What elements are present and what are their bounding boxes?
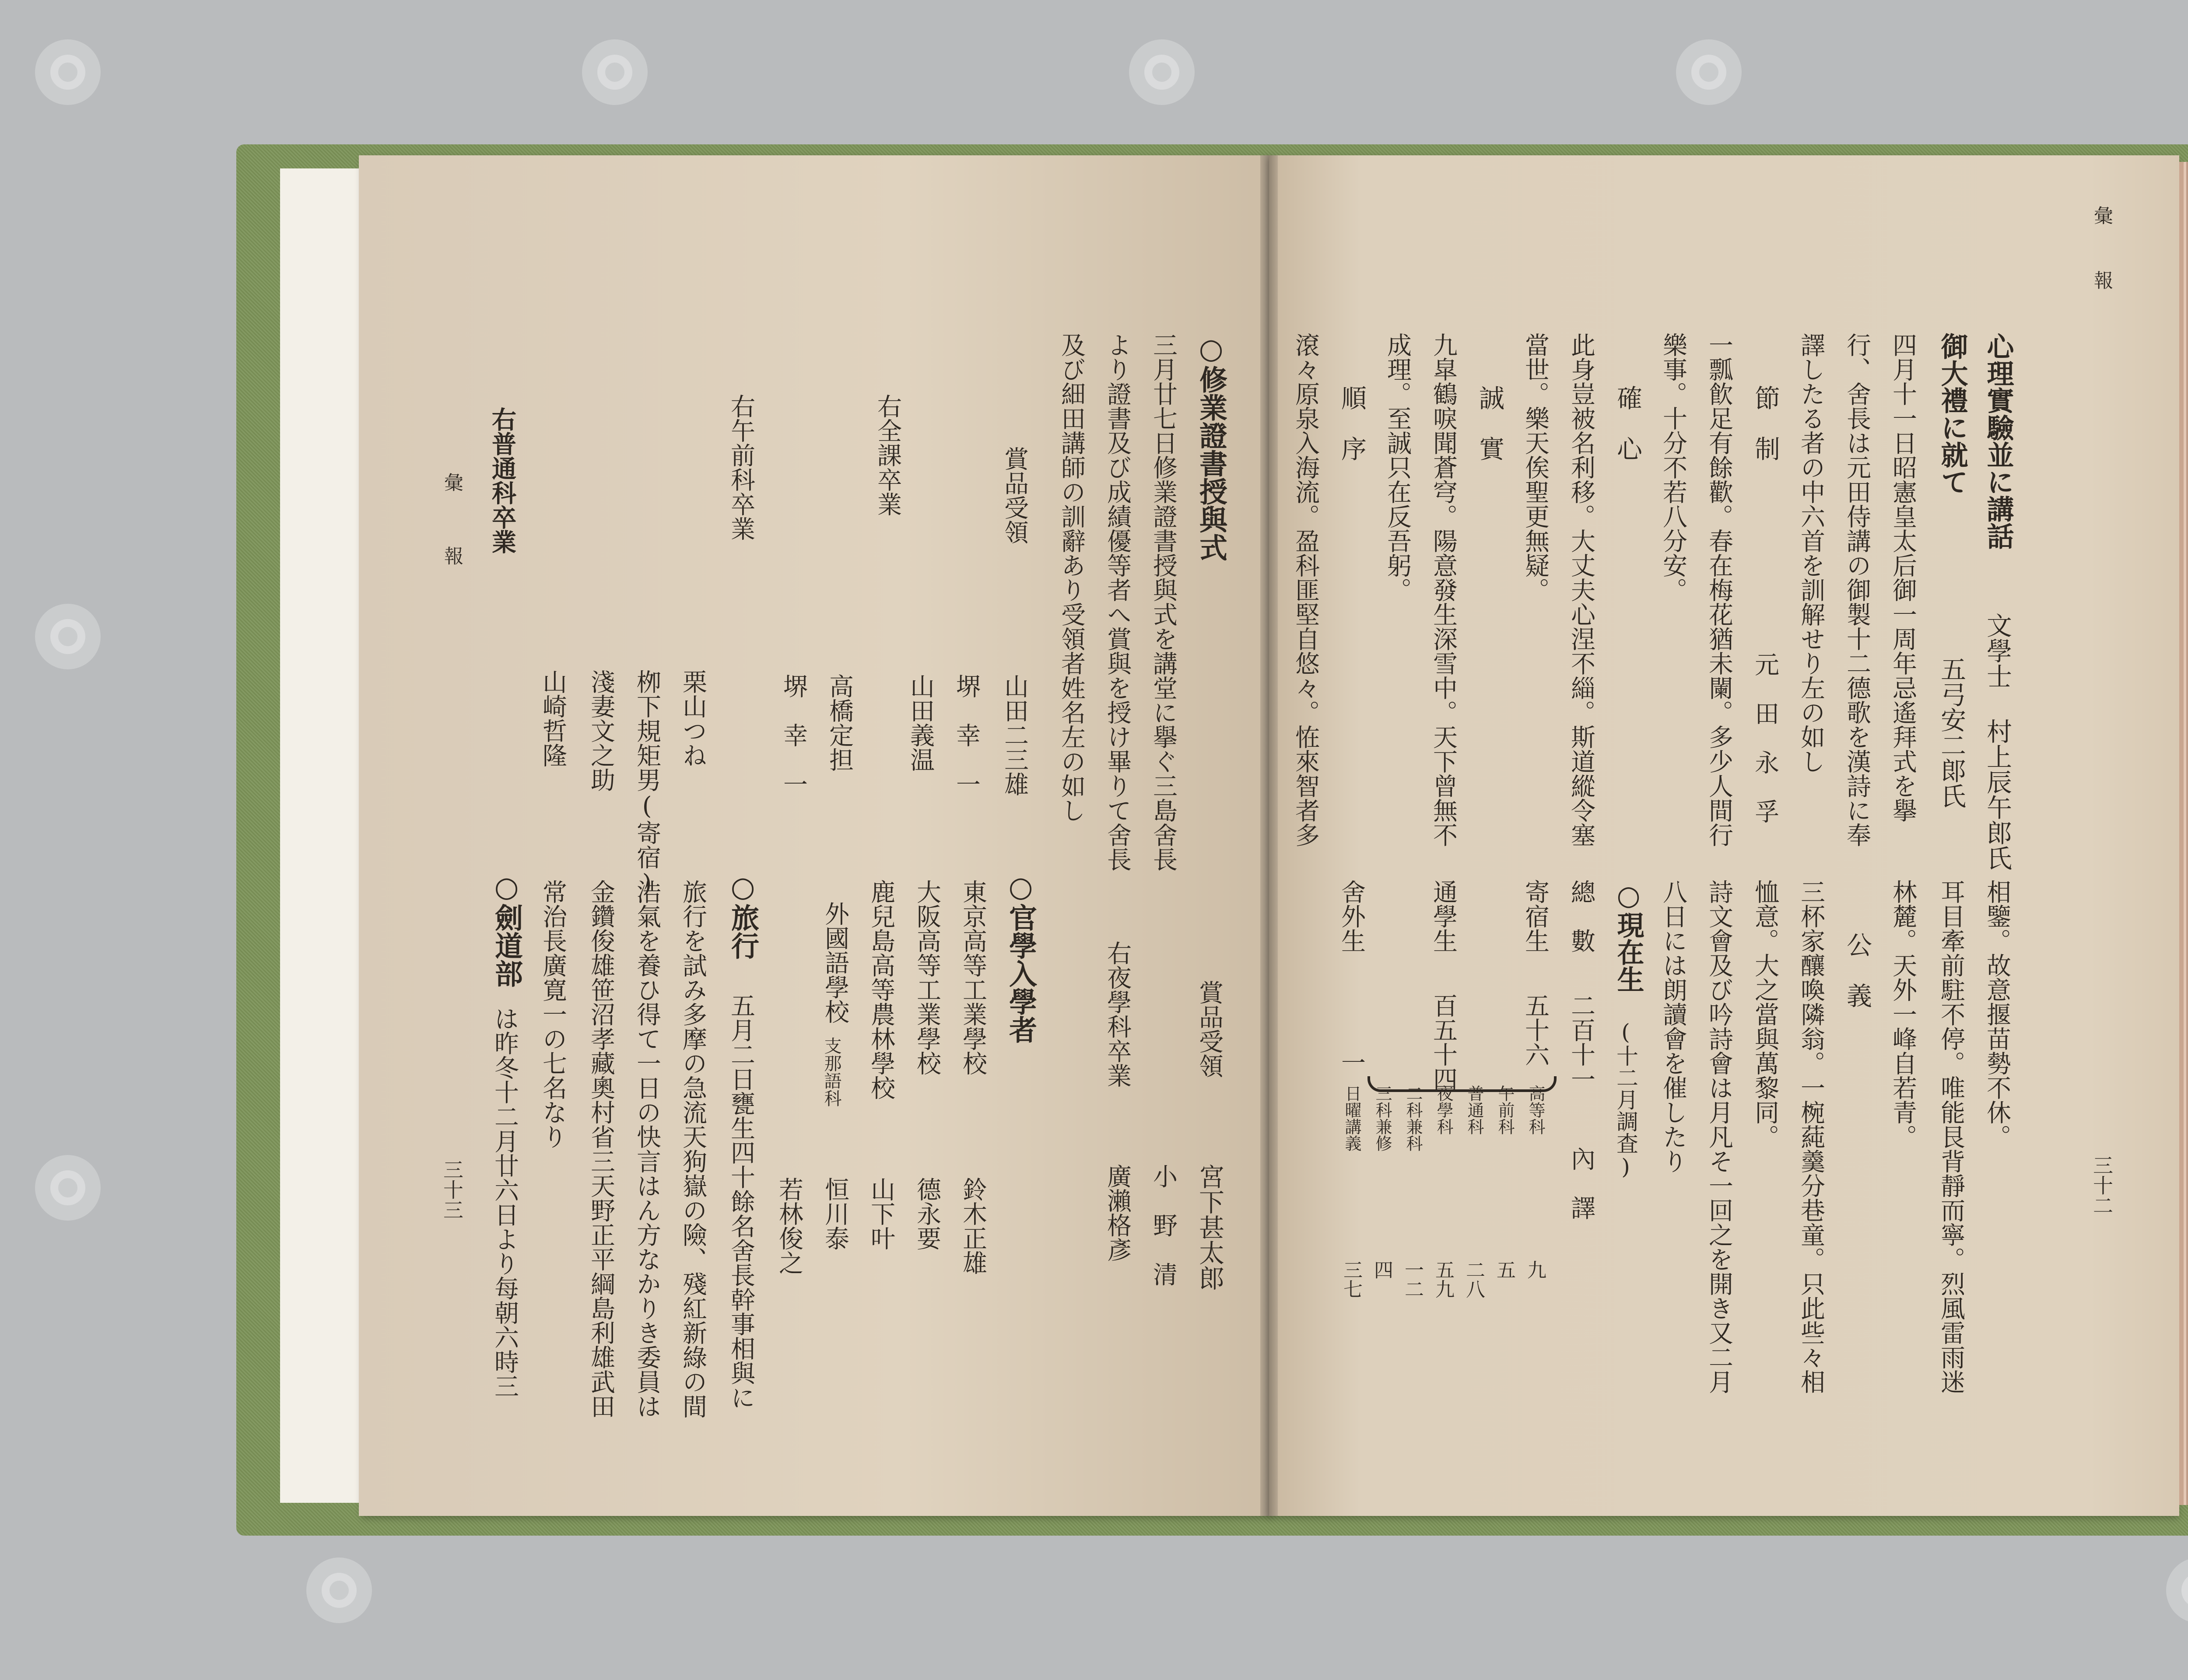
text-column: 一瓢飮足有餘歡。春在梅花猶未闌。多少人間行 [1705, 332, 1733, 847]
text-column: 及び細田講師の訓辭あり受領者姓名左の如し [1057, 332, 1086, 822]
text-column: 耳目牽前駐不停。唯能艮背靜而寧。烈風雷雨迷 [1937, 879, 1965, 1394]
page-header: 彙 報 [2090, 206, 2113, 303]
section-heading: ○修業證書授與式 [1195, 332, 1227, 561]
watermark-logo-icon [2166, 1558, 2188, 1623]
text-column: 行、舍長は元田侍講の御製十二德歌を漢詩に奉 [1843, 332, 1871, 847]
text-column: 三杯家釀喚隣翁。一椀蒓羹分巷童。只此些々相 [1797, 879, 1825, 1394]
text-column: 確 心 [1613, 385, 1642, 461]
text-column: 三科兼修 [1373, 1085, 1392, 1152]
text-column: 大阪高等工業學校 [913, 879, 941, 1075]
text-column: 山田二三雄 [1000, 674, 1029, 796]
text-column: 四月十一日昭憲皇太后御一周年忌遙拜式を擧 [1889, 332, 1917, 822]
text-column: 通學生 [1429, 879, 1458, 953]
page-number: 三十三 [440, 1159, 464, 1220]
text-column: 旅行を試み多摩の急流天狗嶽の險、殘紅新綠の間 [679, 879, 707, 1418]
page-edges [2179, 162, 2188, 1505]
text-column: 內 譯 [1567, 1146, 1595, 1220]
gutter [1260, 155, 1278, 1516]
text-column: 若林俊之 [775, 1177, 803, 1275]
text-column: 山崎哲隆 [539, 669, 567, 767]
text-column: 譯したる者の中六首を訓解せり左の如し [1797, 332, 1825, 774]
text-column: 右全課卒業 [873, 394, 902, 516]
text-column: 節 制 [1750, 385, 1780, 461]
text-column: 當世。樂天俟聖更無疑。 [1521, 332, 1550, 602]
text-column: 浩氣を養ひ得て一日の快言はん方なかりき委員は [633, 879, 661, 1418]
watermark-logo-icon [582, 39, 648, 105]
section-heading: ○現在生 [1613, 879, 1645, 993]
text-column: 三七 [1340, 1260, 1362, 1298]
text-column: 淺妻文之助 [587, 669, 615, 792]
text-column: 常治長廣寛一の七名なり [539, 879, 567, 1149]
text-column: 一二 [1401, 1260, 1424, 1298]
watermark-logo-icon [35, 39, 101, 105]
text-column: 外國語學校 [821, 901, 849, 1024]
text-column: 四 [1371, 1260, 1393, 1279]
text-column: 鹿兒島高等農林學校 [867, 879, 895, 1100]
text-column: 五 [1493, 1260, 1515, 1279]
text-column: 堺 幸 一 [779, 674, 808, 796]
text-column: 日曜講義 [1342, 1085, 1361, 1152]
text-column: 五十六 [1521, 993, 1550, 1067]
text-column: 五九 [1432, 1260, 1454, 1298]
text-column: 午前科 [1495, 1085, 1515, 1135]
text-column: 右普通科卒業 [488, 407, 517, 554]
text-column: 相鑒。故意揠苗勢不休。 [1983, 879, 2011, 1149]
text-column: 公 義 [1842, 932, 1872, 1008]
text-column: 夜學科 [1434, 1085, 1453, 1135]
text-column: 成理。至誠只在反吾躬。 [1383, 332, 1412, 602]
text-column: 五弓安二郞氏 [1936, 656, 1966, 808]
text-column: 二科兼科 [1403, 1085, 1423, 1152]
text-column: 堺 幸 一 [952, 674, 981, 796]
text-column: より證書及び成績優等者へ賞與を授け畢りて舍長 [1103, 332, 1132, 872]
text-column: 賞品受領 [1195, 980, 1224, 1078]
text-column: 此身豈被名利移。大丈夫心涅不緇。斯道縱令塞 [1567, 332, 1595, 847]
section-heading: ○劍道部 [490, 871, 523, 987]
text-column: 八日には朗讀會を催したり [1659, 879, 1687, 1173]
text-column: 詩文會及び吟詩會は月凡そ一回之を開き又二月 [1705, 879, 1733, 1394]
watermark-logo-icon [35, 604, 101, 669]
text-column: 三月廿七日修業證書授與式を講堂に擧ぐ三島舍長 [1149, 332, 1178, 872]
text-column: 山田義温 [906, 674, 935, 772]
text-column: 支那語科 [821, 1037, 842, 1107]
text-column: 寄宿生 [1521, 879, 1550, 953]
text-column: 九 [1524, 1260, 1546, 1279]
text-column: 鈴木正雄 [959, 1177, 987, 1275]
text-column: 九皐鶴唳聞蒼穹。陽意發生深雪中。天下曾無不 [1429, 332, 1458, 847]
text-column: 百五十四 [1429, 993, 1458, 1091]
text-column: 順 序 [1337, 385, 1367, 461]
text-column: 一 [1337, 1050, 1366, 1074]
text-column: 舍外生 [1337, 879, 1366, 953]
text-column: 山下叶 [867, 1177, 895, 1250]
page-header: 彙 報 [441, 472, 463, 583]
text-column: 賞品受領 [1000, 446, 1029, 544]
section-heading: ○官學入學者 [1004, 871, 1037, 1043]
text-column: 小 野 清 [1149, 1164, 1178, 1286]
page-number: 三十二 [2090, 1155, 2114, 1215]
text-column: 栗山つね [679, 669, 707, 767]
text-column: 林麓。天外一峰自若青。 [1889, 879, 1917, 1149]
text-column: 宮下甚太郎 [1195, 1164, 1224, 1291]
text-column: 金鑽俊雄笹沼孝藏奧村省三天野正平綱島利雄武田 [587, 879, 615, 1418]
text-column: 二八 [1462, 1260, 1485, 1298]
watermark-logo-icon [1676, 39, 1742, 105]
section-heading: ○旅行 [726, 871, 759, 959]
text-column: は昨冬十二月廿六日より每朝六時三 [491, 1006, 519, 1398]
text-column: 五月二日甕生四十餘名舍長幹事相與に [727, 993, 755, 1410]
text-column: 元 田 永 孚 [1751, 652, 1779, 823]
text-column: 普通科 [1465, 1085, 1484, 1135]
text-column: 恤意。大之當與萬黎同。 [1751, 879, 1779, 1149]
text-column: 右午前科卒業 [727, 394, 755, 541]
watermark-logo-icon [35, 1155, 101, 1221]
text-column: 滾々原泉入海流。盈科匪堅自悠々。恠來智者多 [1291, 332, 1320, 847]
text-column: (十二月調査) [1613, 1019, 1638, 1180]
text-column: 心理實驗並に講話 [1982, 332, 2014, 550]
text-column: 樂事。十分不若八分安。 [1659, 332, 1687, 602]
text-column: 恒川泰 [821, 1177, 849, 1250]
text-column: 德永要 [913, 1177, 941, 1250]
watermark-logo-icon [306, 1558, 372, 1623]
text-column: 二百十一 [1567, 993, 1595, 1091]
text-column: 高等科 [1526, 1085, 1545, 1135]
text-column: 誠 實 [1475, 385, 1504, 461]
text-column: 高橋定担 [825, 674, 854, 772]
text-column: 廣瀨格彥 [1103, 1164, 1132, 1262]
text-column: 東京高等工業學校 [959, 879, 987, 1075]
text-column: 文學士 村上辰午郎氏 [1982, 612, 2012, 871]
text-column: 御大禮に就て [1936, 332, 1968, 495]
text-column: 栁下規矩男(寄宿) [633, 669, 661, 898]
text-column: 右夜學科卒業 [1103, 941, 1132, 1088]
watermark-logo-icon [1129, 39, 1195, 105]
text-column: 總 數 [1567, 879, 1595, 953]
